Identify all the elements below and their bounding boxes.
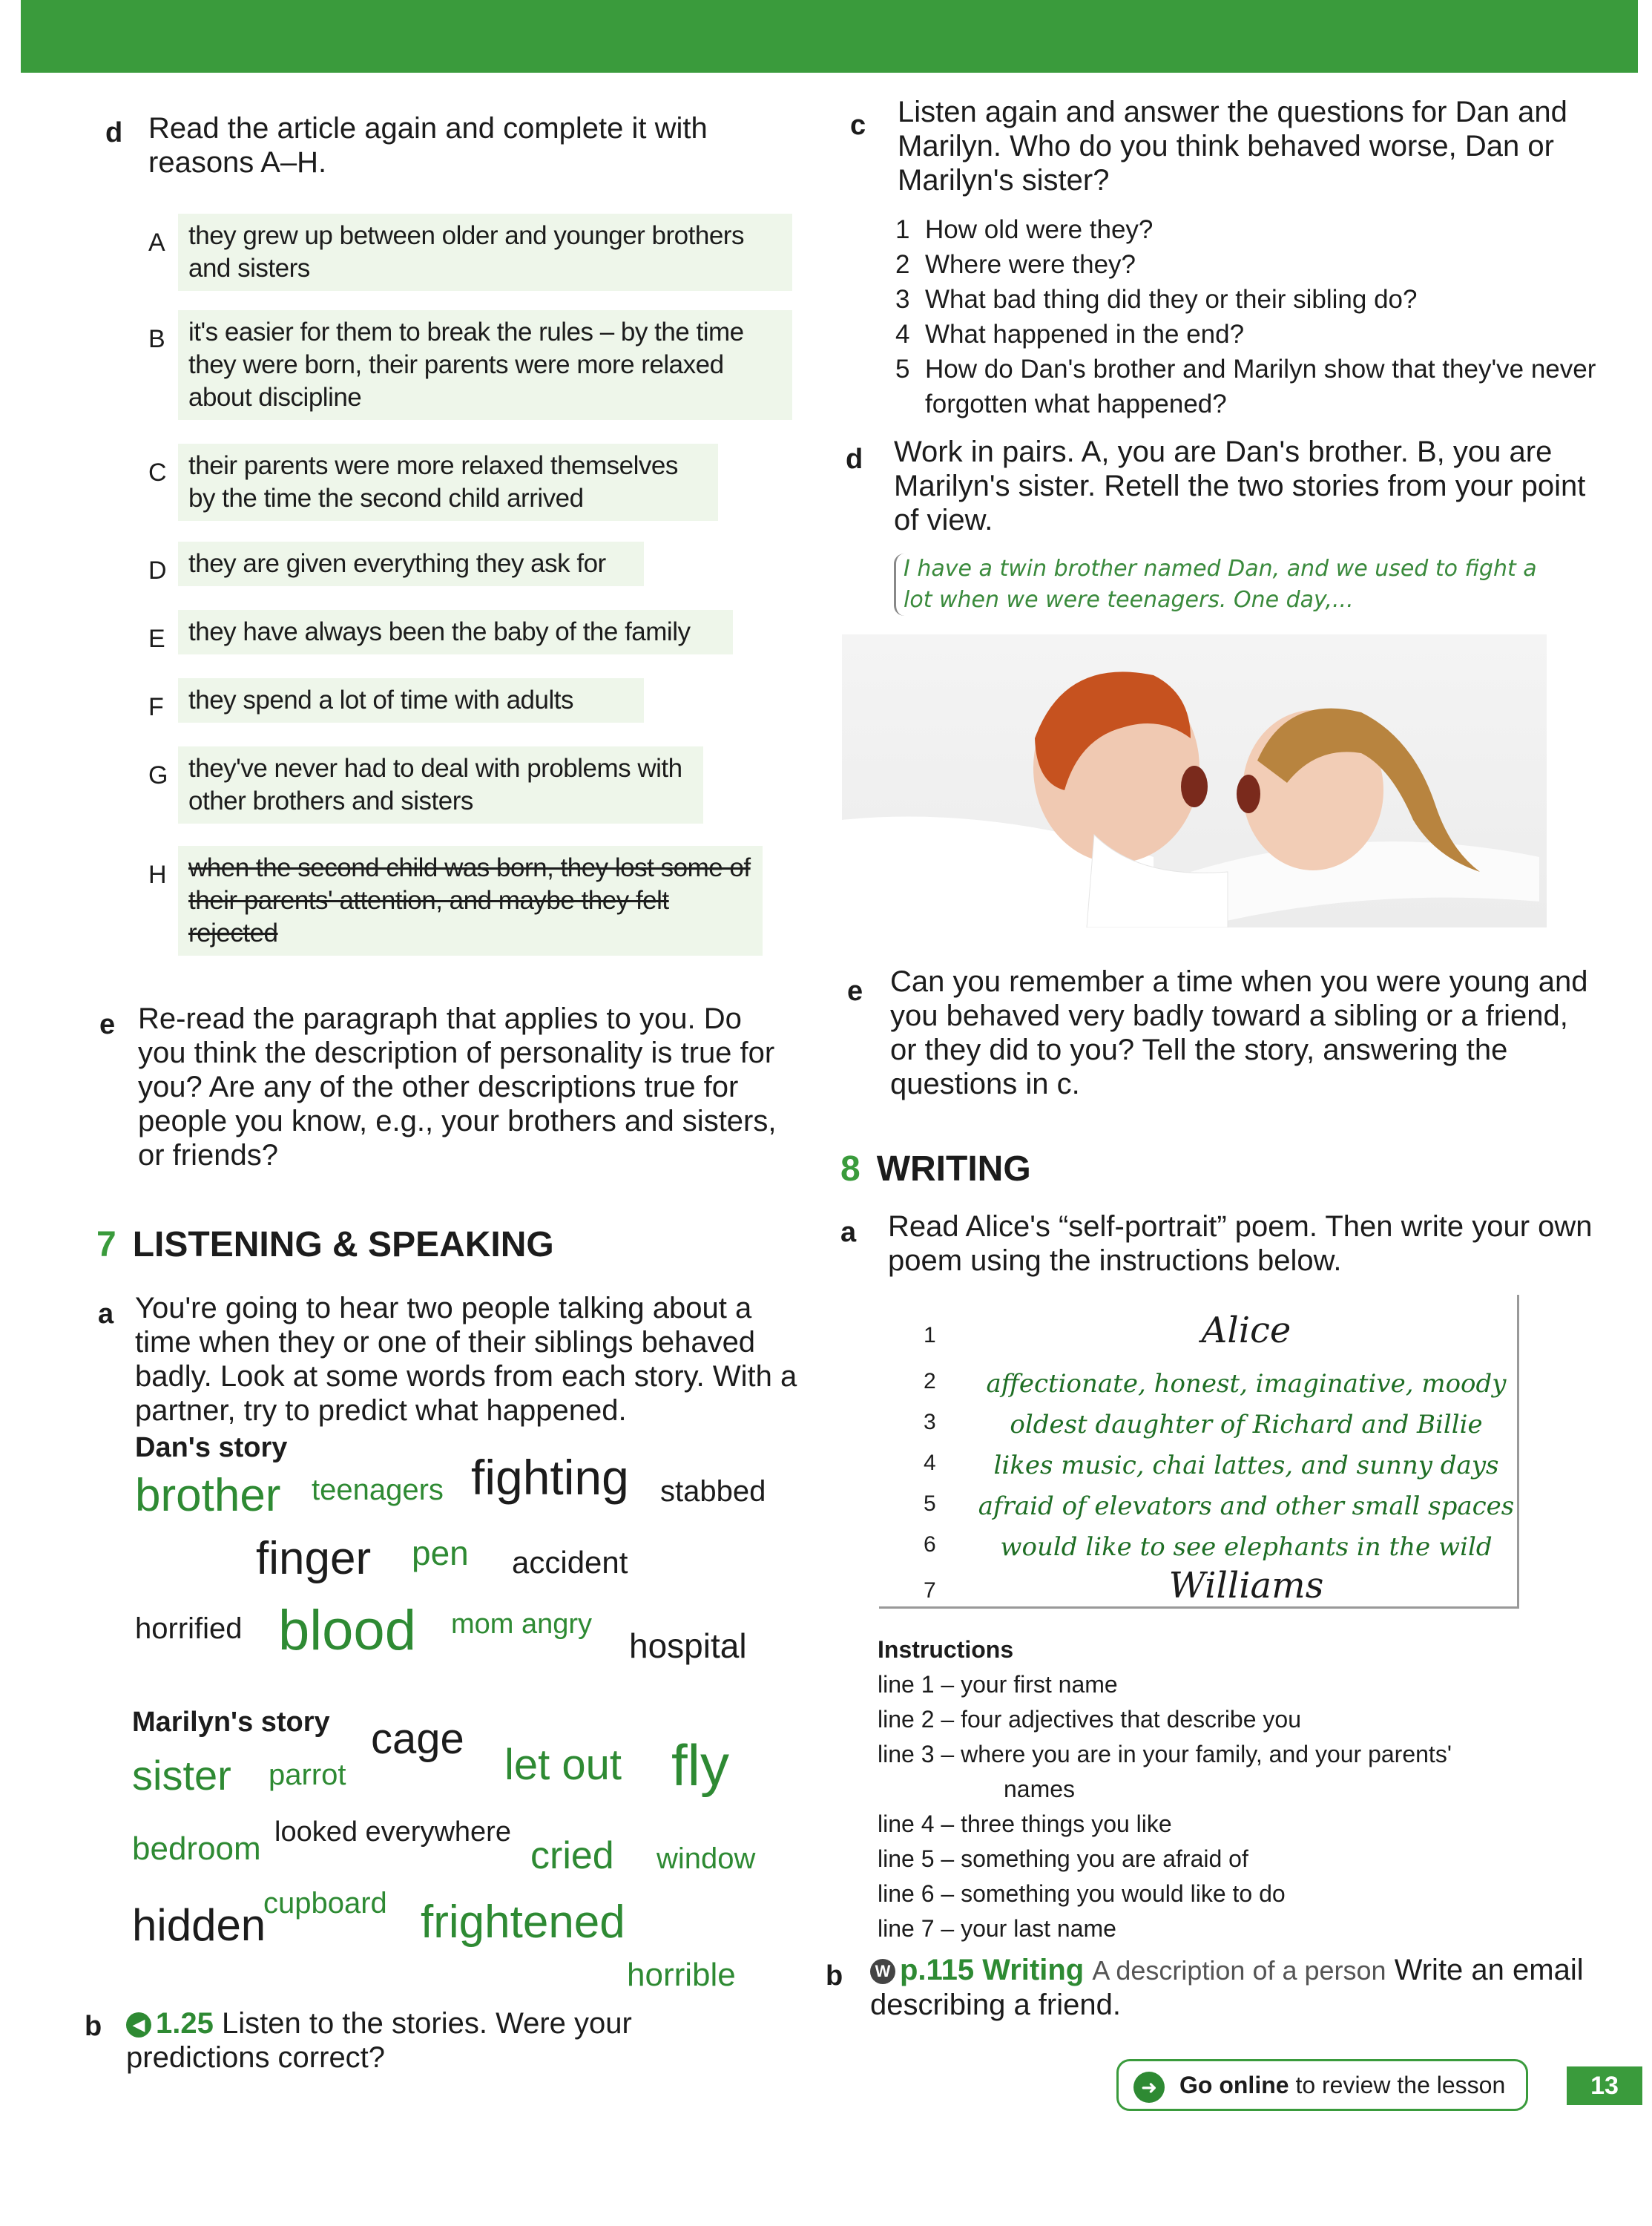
exercise-d-instruction: Read the article again and complete it with reasons A–H.	[148, 112, 708, 179]
section-title: LISTENING & SPEAKING	[132, 1225, 554, 1264]
exercise-e-instruction: Re-read the paragraph that applies to you. Do you think the description of personality is true for you? Are any of the other descriptions true for people you know, e.g., your brothers and sisters, or friends?	[138, 1002, 777, 1172]
exercise-letter: b	[826, 1960, 843, 1992]
online-arrow-icon: ➜	[1133, 2072, 1165, 2103]
go-online-button[interactable]	[1116, 2059, 1528, 2111]
reason-letter: C	[148, 459, 167, 487]
question-item	[895, 247, 1607, 282]
question-item	[895, 352, 1607, 421]
poem-line-number: 1	[924, 1323, 936, 1347]
siblings-photo	[842, 634, 1547, 928]
poem-line-number: 3	[924, 1410, 936, 1434]
poem-line-number: 7	[924, 1578, 936, 1603]
question-text: Where were they?	[925, 250, 1136, 279]
audio-track-number[interactable]: 1.25	[156, 2007, 214, 2040]
writing-icon: W	[870, 1959, 895, 1984]
word-fighting: fighting	[471, 1450, 629, 1505]
poem-line-number: 5	[924, 1491, 936, 1516]
exercise-letter: e	[847, 976, 863, 1007]
exercise-letter: a	[840, 1217, 857, 1248]
exercise-letter: c	[850, 110, 866, 141]
writing-page-link[interactable]: p.115 Writing	[900, 1954, 1085, 1986]
reason-letter: A	[148, 229, 165, 257]
word-bedroom: bedroom	[132, 1831, 261, 1867]
word-mom-angry: mom angry	[451, 1609, 593, 1640]
marilyn-story-label: Marilyn's story	[132, 1707, 330, 1738]
exercise-d-right-instruction: Work in pairs. A, you are Dan's brother. B, you are Marilyn's sister. Retell the two stories from your point of view.	[894, 436, 1586, 536]
reason-text: they have always been the baby of the family	[178, 610, 733, 654]
exercise-c-instruction: Listen again and answer the questions for Dan and Marilyn. Who do you think behaved worse, Dan or Marilyn's sister?	[898, 96, 1567, 197]
instruction-line: line 1 – your first name	[878, 1671, 1118, 1698]
section-8-heading	[840, 1149, 1031, 1189]
question-number: 1	[895, 215, 910, 244]
section-title: WRITING	[876, 1149, 1031, 1189]
word-window: window	[656, 1842, 756, 1875]
exercise-7b-instruction	[126, 2006, 779, 2075]
word-horrified: horrified	[135, 1612, 243, 1645]
instruction-line: line 7 – your last name	[878, 1915, 1116, 1942]
exercise-8a-instruction: Read Alice's “self-portrait” poem. Then write your own poem using the instructions below.	[888, 1210, 1593, 1277]
writing-subtitle: A description of a person	[1092, 1955, 1386, 1986]
exercise-8b-instruction	[870, 1953, 1612, 2022]
reason-text: their parents were more relaxed themselves by the time the second child arrived	[178, 444, 718, 521]
poem-first-name: Alice	[1201, 1310, 1291, 1351]
word-parrot: parrot	[269, 1759, 346, 1791]
poem-box	[879, 1295, 1519, 1609]
instruction-line: line 6 – something you would like to do	[878, 1880, 1286, 1907]
word-pen: pen	[412, 1534, 469, 1572]
reason-letter: G	[148, 761, 168, 789]
reason-letter: D	[148, 556, 167, 585]
exercise-7a-instruction: You're going to hear two people talking about a time when they or one of their siblings behaved badly. Look at some words from each story. With a partner, try to predict what happened.	[135, 1292, 797, 1427]
instructions-block	[878, 1632, 1575, 1946]
dan-story-label: Dan's story	[135, 1432, 288, 1463]
poem-line-number: 2	[924, 1369, 936, 1393]
exercise-7b-text: Listen to the stories. Were your predictions correct?	[126, 2007, 632, 2074]
poem-line-number: 4	[924, 1451, 936, 1475]
word-cupboard: cupboard	[263, 1887, 387, 1920]
poem-line-number: 6	[924, 1532, 936, 1557]
word-cried: cried	[530, 1834, 614, 1877]
strikethrough-text: when the second child was born, they lost some of their parents' attention, and maybe they felt rejected	[188, 853, 751, 948]
word-horrible: horrible	[627, 1957, 736, 1993]
instruction-line: line 4 – three things you like	[878, 1810, 1172, 1837]
section-7-heading	[96, 1224, 554, 1265]
reason-text: they spend a lot of time with adults	[178, 678, 644, 723]
reason-text-struck	[178, 846, 763, 956]
word-fly: fly	[671, 1733, 729, 1798]
instruction-line: line 5 – something you are afraid of	[878, 1845, 1248, 1872]
exercise-e-right-instruction: Can you remember a time when you were young and you behaved very badly toward a sibling or a friend, or they did to you? Tell the story, answering the questions in c.	[890, 965, 1588, 1100]
word-accident: accident	[512, 1545, 628, 1580]
word-let-out: let out	[504, 1741, 622, 1789]
instruction-line: line 3 – where you are in your family, and your parents'	[878, 1741, 1452, 1767]
poem-line-text: afraid of elevators and other small spaces	[978, 1491, 1515, 1521]
reason-letter: E	[148, 625, 165, 653]
question-number: 5	[895, 355, 910, 384]
top-banner	[21, 0, 1638, 73]
question-number: 4	[895, 320, 910, 349]
word-teenagers: teenagers	[312, 1474, 444, 1506]
reason-text: they grew up between older and younger brothers and sisters	[178, 214, 792, 291]
exercise-letter: a	[98, 1298, 114, 1330]
speech-bubble: I have a twin brother named Dan, and we used to fight a lot when we were teenagers. One day,...	[894, 554, 1556, 616]
poem-line-text: likes music, chai lattes, and sunny days	[993, 1451, 1499, 1480]
exercise-letter: d	[105, 117, 123, 148]
question-item	[895, 282, 1607, 317]
word-looked-everywhere: looked everywhere	[274, 1816, 511, 1848]
exercise-letter: e	[99, 1009, 116, 1040]
word-blood: blood	[278, 1599, 416, 1662]
question-text: What bad thing did they or their sibling do?	[925, 285, 1418, 314]
exercise-letter: b	[85, 2011, 102, 2042]
word-brother: brother	[135, 1470, 281, 1521]
section-number: 8	[840, 1149, 860, 1189]
reason-letter: H	[148, 861, 167, 889]
word-cage: cage	[371, 1715, 464, 1763]
poem-line-text: oldest daughter of Richard and Billie	[1010, 1410, 1483, 1439]
question-list	[895, 212, 1607, 421]
exercise-8b-text: Write an email describing a friend.	[870, 1954, 1584, 2021]
word-hospital: hospital	[629, 1626, 747, 1665]
poem-line-text: would like to see elephants in the wild	[1000, 1532, 1493, 1562]
audio-icon[interactable]: ◀	[126, 2012, 151, 2038]
word-finger: finger	[256, 1533, 372, 1584]
page-number: 13	[1567, 2066, 1642, 2105]
question-item	[895, 317, 1607, 352]
word-stabbed: stabbed	[660, 1475, 766, 1508]
instruction-line: names	[1004, 1776, 1076, 1802]
reason-text: it's easier for them to break the rules – by the time they were born, their parents were more relaxed about discipline	[178, 310, 792, 420]
poem-line-text: affectionate, honest, imaginative, moody	[986, 1369, 1507, 1399]
siblings-arguing-illustration	[842, 634, 1547, 928]
go-online-bold: Go online	[1179, 2072, 1289, 2098]
instructions-title: Instructions	[878, 1636, 1014, 1663]
word-frightened: frightened	[421, 1897, 625, 1948]
instruction-line: line 2 – four adjectives that describe you	[878, 1706, 1301, 1733]
exercise-letter: d	[846, 444, 863, 475]
question-text: How do Dan's brother and Marilyn show that they've never forgotten what happened?	[925, 355, 1596, 418]
question-text: How old were they?	[925, 215, 1154, 244]
question-item	[895, 212, 1607, 247]
question-number: 3	[895, 285, 910, 314]
go-online-rest: to review the lesson	[1295, 2072, 1506, 2098]
question-number: 2	[895, 250, 910, 279]
section-number: 7	[96, 1225, 116, 1264]
reason-letter: B	[148, 325, 165, 353]
reason-letter: F	[148, 693, 164, 721]
poem-last-name: Williams	[1168, 1565, 1324, 1606]
question-text: What happened in the end?	[925, 320, 1245, 349]
reason-text: they've never had to deal with problems with other brothers and sisters	[178, 746, 703, 824]
reason-text: they are given everything they ask for	[178, 542, 644, 586]
word-sister: sister	[132, 1752, 231, 1799]
word-hidden: hidden	[132, 1900, 266, 1950]
